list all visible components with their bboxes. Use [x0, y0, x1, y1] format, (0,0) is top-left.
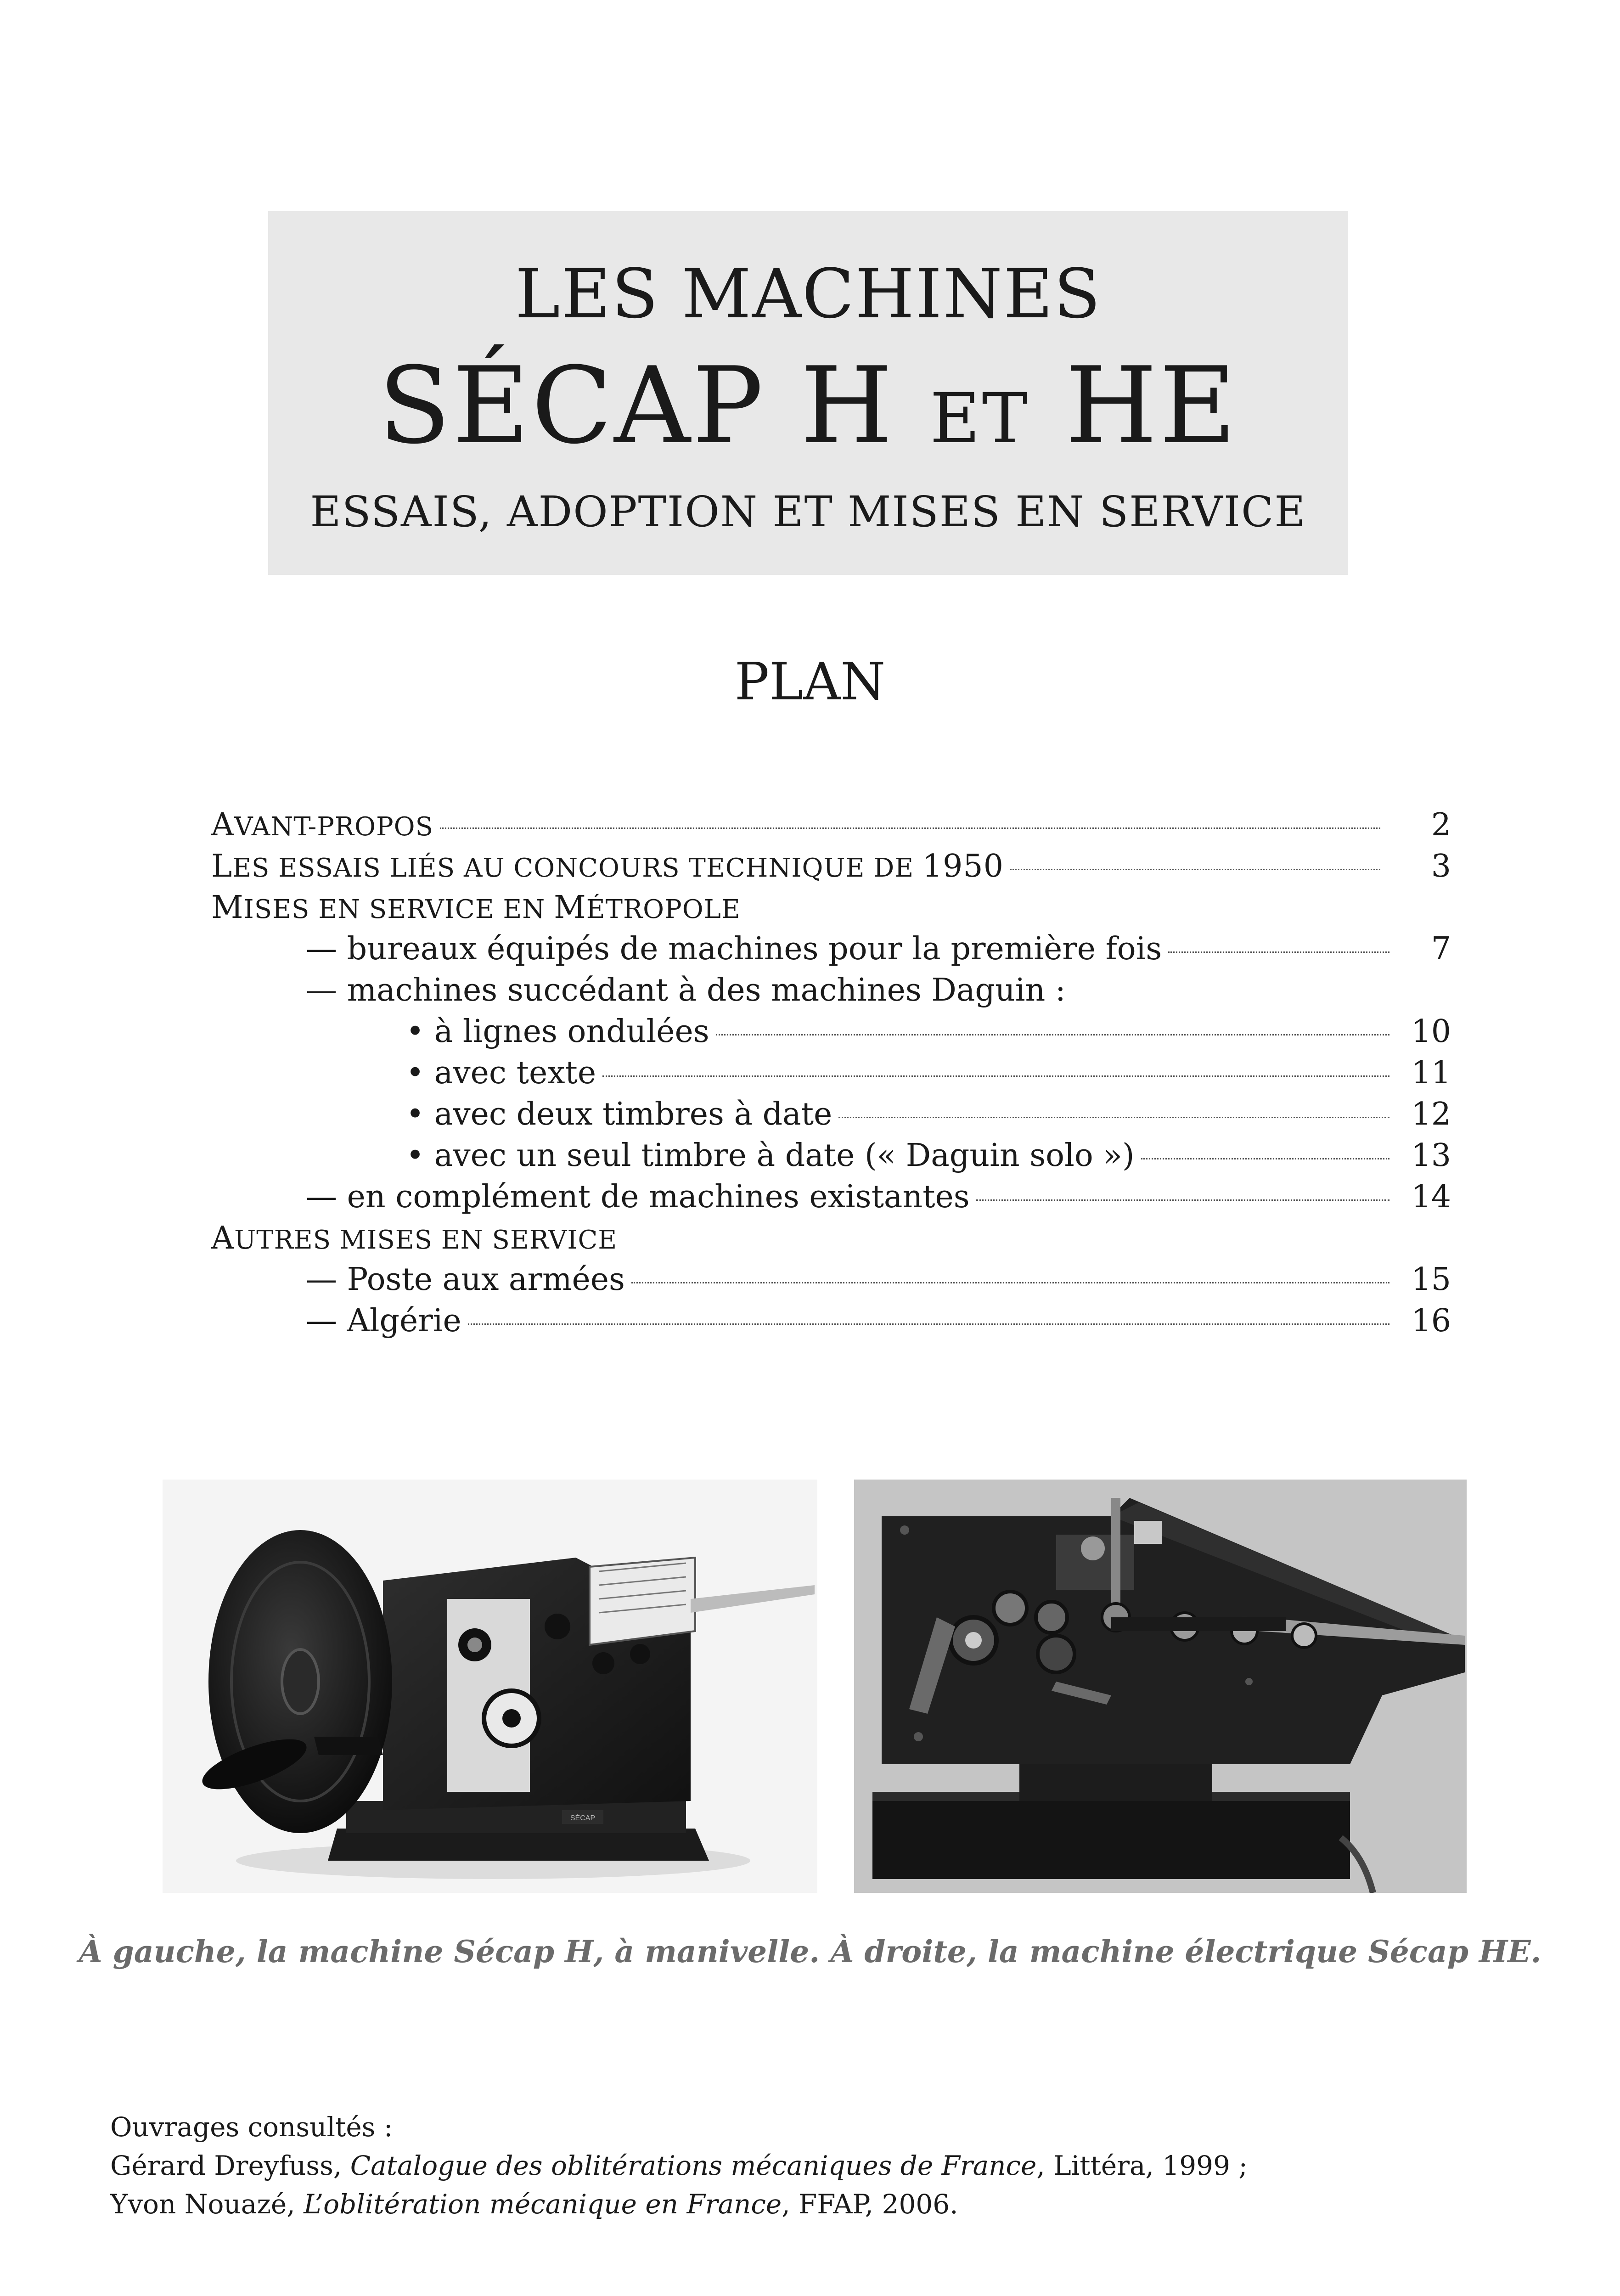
title-main-b: HE [1065, 345, 1238, 467]
toc-entry-seul-timbre[interactable] [406, 1135, 1396, 1176]
toc-leader [976, 1199, 1389, 1201]
toc-label: LES ESSAIS LIÉS AU CONCOURS TECHNIQUE DE 1950 [211, 848, 1004, 884]
toc-section-autres [211, 1218, 1387, 1259]
secap-h-machine-illustration [163, 1480, 817, 1893]
toc-label: — Algérie [306, 1303, 461, 1339]
toc-leader [838, 1117, 1389, 1118]
toc-label: — machines succédant à des machines Daguin : [306, 972, 1066, 1008]
toc-label: MISES EN SERVICE EN MÉTROPOLE [211, 889, 741, 926]
reference-title: Catalogue des oblitérations mécaniques de France [350, 2150, 1037, 2181]
toc-entry-complement[interactable] [306, 1176, 1396, 1218]
toc-entry-deux-timbres[interactable] [406, 1094, 1396, 1135]
toc-label: • avec deux timbres à date [406, 1096, 832, 1132]
title-conjunction: ET [929, 379, 1030, 459]
reference-publisher: , Littéra, 1999 ; [1036, 2150, 1248, 2181]
toc-page-number: 3 [1431, 848, 1451, 884]
toc-entry-essais[interactable] [211, 846, 1387, 887]
toc-label: • à lignes ondulées [406, 1013, 709, 1050]
toc-page-number: 12 [1411, 1096, 1451, 1132]
secap-he-machine-illustration [854, 1480, 1467, 1893]
toc-label: — bureaux équipés de machines pour la première fois [306, 931, 1162, 967]
title-line-1: LES MACHINES [515, 254, 1102, 333]
toc-label: • avec texte [406, 1055, 596, 1091]
photo-caption: À gauche, la machine Sécap H, à manivelle. À droite, la machine électrique Sécap HE. [79, 1934, 1541, 1970]
toc-leader [602, 1075, 1389, 1077]
toc-page-number: 2 [1431, 807, 1451, 843]
toc-leader [1010, 869, 1380, 870]
toc-leader [631, 1282, 1389, 1283]
toc-page-number: 11 [1411, 1055, 1451, 1091]
toc-page-number: 14 [1411, 1179, 1451, 1215]
toc-page-number: 13 [1411, 1137, 1451, 1174]
toc-leader [716, 1034, 1389, 1035]
photo-secap-he [854, 1480, 1467, 1893]
toc-leader [440, 827, 1380, 829]
toc-entry-texte[interactable] [406, 1052, 1396, 1094]
toc-entry-avant-propos[interactable] [211, 805, 1387, 846]
reference-2 [110, 2185, 1248, 2223]
toc-leader [1141, 1158, 1389, 1159]
photo-secap-h [163, 1480, 817, 1893]
title-main-a: SÉCAP H [378, 345, 894, 467]
toc-leader [1168, 951, 1389, 953]
references-heading: Ouvrages consultés : [110, 2111, 393, 2143]
reference-title: L’oblitération mécanique en France [304, 2189, 782, 2220]
title-line-2 [268, 345, 1348, 476]
reference-author: Gérard Dreyfuss, [110, 2150, 350, 2181]
toc-entry-armees[interactable] [306, 1259, 1396, 1300]
title-subtitle: ESSAIS, ADOPTION ET MISES EN SERVICE [310, 487, 1306, 536]
toc-label: AVANT-PROPOS [211, 807, 433, 843]
reference-author: Yvon Nouazé, [110, 2189, 304, 2220]
toc-page-number: 10 [1411, 1013, 1451, 1050]
toc-label: • avec un seul timbre à date (« Daguin solo ») [406, 1137, 1135, 1174]
toc-page-number: 7 [1431, 931, 1451, 967]
toc-entry-bureaux[interactable] [306, 929, 1396, 970]
toc-section-metropole [211, 887, 1387, 929]
reference-publisher: , FFAP, 2006. [782, 2189, 958, 2220]
plan-heading: PLAN [734, 652, 886, 712]
toc-label: — Poste aux armées [306, 1261, 625, 1298]
toc-leader [468, 1323, 1389, 1325]
toc-entry-lignes[interactable] [406, 1011, 1396, 1052]
toc-label: AUTRES MISES EN SERVICE [211, 1220, 618, 1256]
toc-label: — en complément de machines existantes [306, 1179, 970, 1215]
reference-1 [110, 2146, 1248, 2185]
secap-plate-label: SÉCAP [570, 1814, 596, 1822]
references [110, 2108, 1248, 2223]
toc-entry-algerie[interactable] [306, 1300, 1396, 1342]
toc-subsection-succedant [306, 970, 1396, 1011]
toc-page-number: 16 [1411, 1303, 1451, 1339]
title-block [268, 211, 1348, 575]
toc-page-number: 15 [1411, 1261, 1451, 1298]
